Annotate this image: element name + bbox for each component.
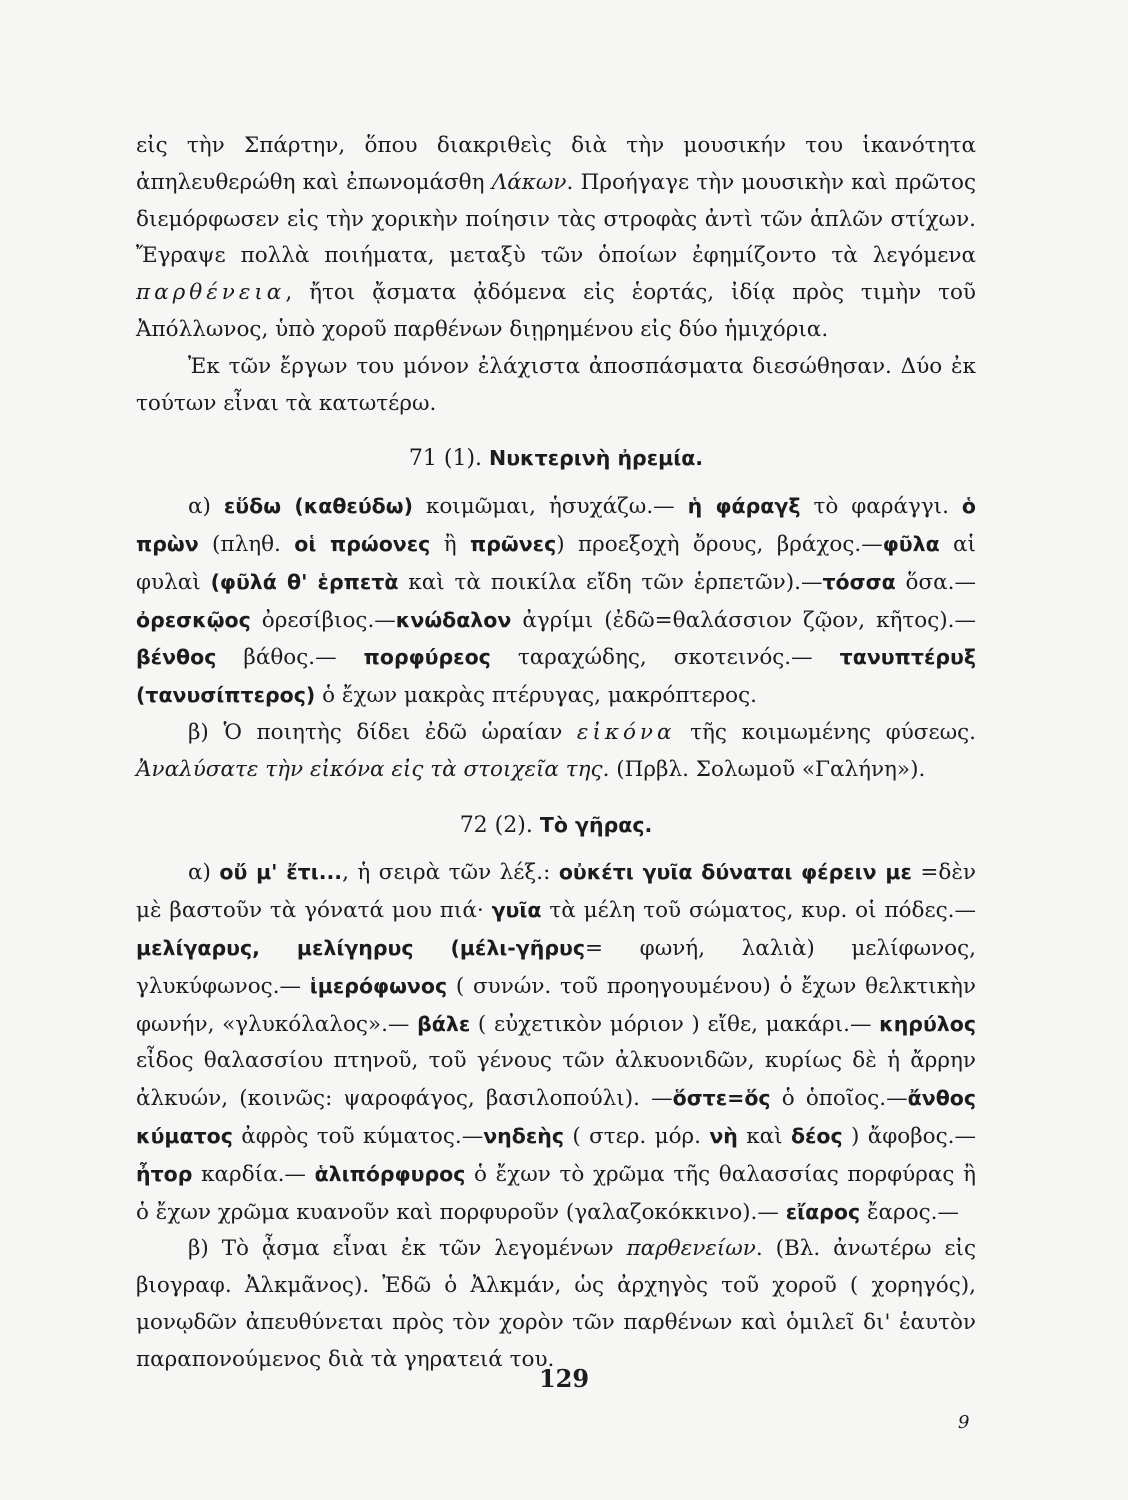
text-run: , ἡ σειρὰ τῶν λέξ.: <box>342 860 559 886</box>
text-run: εἶδος θαλασσίου πτηνοῦ, τοῦ γένους τῶν ἀλκυονιδῶν, κυρίως δὲ ἡ ἄρρην ἀλκυών, (κοινῶς: ψαροφάγος, βασιλοπούλι). — <box>136 1048 976 1112</box>
intro-paragraph-2: Ἐκ τῶν ἔργων του μόνον ἐλάχιστα ἀποσπάσματα διεσώθησαν. Δύο ἐκ τούτων εἶναι τὰ κατωτέρω. <box>136 353 976 416</box>
text-run: ὁ ὁποῖος.— <box>770 1086 908 1112</box>
text-run: ) προεξοχὴ ὄρους, βράχος.— <box>556 531 883 557</box>
text-run: β) Ὁ ποιητὴς δίδει ἐδῶ ὡραίαν <box>188 719 577 745</box>
text-run: ( συνών. τοῦ προηγουμένου) ὁ ἔχων θελκτικὴν φωνήν, «γλυκόλαλος».— <box>136 973 976 1037</box>
glossary-term: ὀρεσκῷος <box>136 607 251 632</box>
text-run: ἀγρίμι (ἐδῶ=θαλάσσιον ζῷον, κῆτος).— <box>511 607 977 633</box>
text-run: τῆς κοιμωμένης φύσεως. <box>675 719 976 745</box>
section-71-title: Νυκτερινὴ ἠρεμία. <box>489 446 704 471</box>
section-71-glossary <box>136 488 976 715</box>
section-71-number: 71 (1). <box>408 446 483 472</box>
glossary-term: νηδεὴς <box>483 1123 565 1148</box>
text-run: α) <box>188 860 220 886</box>
glossary-term: ἡ φάραγξ <box>687 494 801 519</box>
glossary-term: εὕδω (καθεύδω) <box>223 494 413 519</box>
text-run: ( στερ. μόρ. <box>564 1123 710 1149</box>
glossary-term: οἱ πρώονες <box>294 531 431 556</box>
glossary-term: ἱμερόφωνος <box>309 973 448 998</box>
text-run: (Πρβλ. Σολωμοῦ «Γαλήνη»). <box>609 756 926 782</box>
text-run: (πληθ. <box>198 531 295 557</box>
glossary-term: κηρύλος <box>879 1011 977 1036</box>
text-run: παρθενείων <box>626 1236 756 1262</box>
text-run: ὅσα.— <box>895 569 976 595</box>
text-run: β) Τὸ ᾆσμα εἶναι ἐκ τῶν λεγομένων <box>188 1236 627 1262</box>
glossary-term: ἄνθος κύματος <box>136 1086 977 1148</box>
glossary-term: εἴαρος <box>785 1199 861 1224</box>
text-run: ὁ ἔχων τὸ χρῶμα τῆς θαλασσίας πορφύρας ἢ ὁ ἔχων χρῶμα κυανοῦν καὶ πορφυροῦν (γαλαζοκόκκινο).— <box>136 1161 976 1225</box>
text-run: βάθος.— <box>216 645 364 671</box>
text-run: τὰ μέλη τοῦ σώματος, κυρ. οἱ πόδες.— <box>541 898 976 924</box>
text-run: . (Βλ. ἀνωτέρω εἰς βιογραφ. Ἀλκμᾶνος). Ἐδῶ ὁ Ἀλκμάν, ὡς ἀρχηγὸς τοῦ χοροῦ ( χορηγός), μονῳδῶν ἀπευθύνεται πρὸς τὸν χορὸν τῶν παρθένων καὶ ὁμιλεῖ δι' ἑαυτὸν παραπονούμενος διὰ τὰ γηρατειά του. <box>136 1236 976 1372</box>
text-run: τὸ φαράγγι. <box>800 494 962 520</box>
section-71-commentary <box>136 715 976 789</box>
glossary-term: οὐκέτι γυῖα δύναται φέρειν με <box>558 860 912 885</box>
section-72-title: Τὸ γῆρας. <box>539 812 653 837</box>
text-run: ἢ <box>430 531 470 557</box>
text-run: Ἀναλύσατε τὴν εἰκόνα εἰς τὰ στοιχεῖα της. <box>136 756 610 782</box>
text-run: ( εὐχετικὸν μόριον ) εἴθε, μακάρι.— <box>470 1011 880 1037</box>
text-run: καρδία.— <box>192 1161 315 1187</box>
glossary-term: νὴ <box>709 1123 738 1148</box>
glossary-term: βάλε <box>417 1011 471 1036</box>
section-72-heading <box>136 807 976 845</box>
glossary-term: βένθος <box>136 645 217 670</box>
text-run: ὁ ἔχων μακρὰς πτέρυγας, μακρόπτερος. <box>315 683 757 709</box>
glossary-term: (φῦλά θ' ἑρπετὰ <box>210 569 399 594</box>
text-run: κοιμῶμαι, ἡσυχάζω.— <box>412 494 688 520</box>
glossary-term: ὁ πρὼν <box>136 494 977 556</box>
glossary-term: ὅστε=ὅς <box>672 1086 771 1111</box>
section-72-commentary <box>136 1231 976 1378</box>
text-run: =δὲν μὲ βαστοῦν τὰ γόνατά μου πιά· <box>136 860 976 924</box>
glossary-term: πρῶνες <box>469 531 557 556</box>
glossary-term: φῦλα <box>882 531 940 556</box>
glossary-term: ἁλιπόρφυρος <box>314 1161 466 1186</box>
text-run: καὶ <box>737 1123 791 1149</box>
glossary-term: οὔ μ' ἔτι... <box>219 860 343 885</box>
glossary-term: γυῖα <box>491 898 542 923</box>
signature-mark: 9 <box>958 1412 970 1433</box>
text-run: εἰκόνα <box>576 719 676 745</box>
glossary-term: κνώδαλον <box>395 607 512 632</box>
glossary-term: πορφύρεος <box>363 645 491 670</box>
text-run: = φωνή, λαλιὰ) μελίφωνος, γλυκύφωνος.— <box>136 935 976 999</box>
text-run: α) <box>188 494 224 520</box>
section-72-number: 72 (2). <box>459 812 533 838</box>
text-run: ἔαρος.— <box>860 1199 959 1225</box>
text-run: αἱ φυλαὶ <box>136 531 976 595</box>
glossary-term: μελίγαρυς, μελίγηρυς (μέλι-γῆρυς <box>136 935 586 960</box>
page-body <box>136 128 976 1379</box>
text-run: καὶ τὰ ποικίλα εἴδη τῶν ἑρπετῶν).— <box>398 569 823 595</box>
section-72-glossary <box>136 854 976 1231</box>
text-run: ) ἄφοβος.— <box>842 1123 976 1149</box>
text-run: ταραχώδης, σκοτεινός.— <box>490 645 840 671</box>
glossary-term: ἦτορ <box>136 1161 193 1186</box>
page-number: 129 <box>538 1364 590 1393</box>
text-run: ἀφρὸς τοῦ κύματος.— <box>232 1123 484 1149</box>
section-71-heading <box>136 440 976 478</box>
glossary-term: τανυπτέρυξ (τανυσίπτερος) <box>136 645 976 708</box>
intro-paragraph-1: εἰς τὴν Σπάρτην, ὅπου διακριθεὶς διὰ τὴν μουσικήν του ἱκανότητα ἀπηλευθερώθη καὶ ἐπωνομάσθη Λάκων. Προήγαγε τὴν μουσικὴν καὶ πρῶτος διεμόρφωσεν εἰς τὴν χορικὴν ποίησιν τὰς στροφὰς ἀντὶ τῶν ἁπλῶν στίχων. Ἔγραψε πολλὰ ποιήματα, μεταξὺ τῶν ὁποίων ἐφημίζοντο τὰ λεγόμενα παρθένεια, ἤτοι ᾄσματα ᾀδόμενα εἰς ἑορτάς, ἰδίᾳ πρὸς τιμὴν τοῦ Ἀπόλλωνος, ὑπὸ χοροῦ παρθένων διῃρημένου εἰς δύο ἡμιχόρια. <box>136 133 976 342</box>
text-run: ὀρεσίβιος.— <box>250 607 396 633</box>
glossary-term: δέος <box>790 1123 843 1148</box>
glossary-term: τόσσα <box>822 569 896 594</box>
